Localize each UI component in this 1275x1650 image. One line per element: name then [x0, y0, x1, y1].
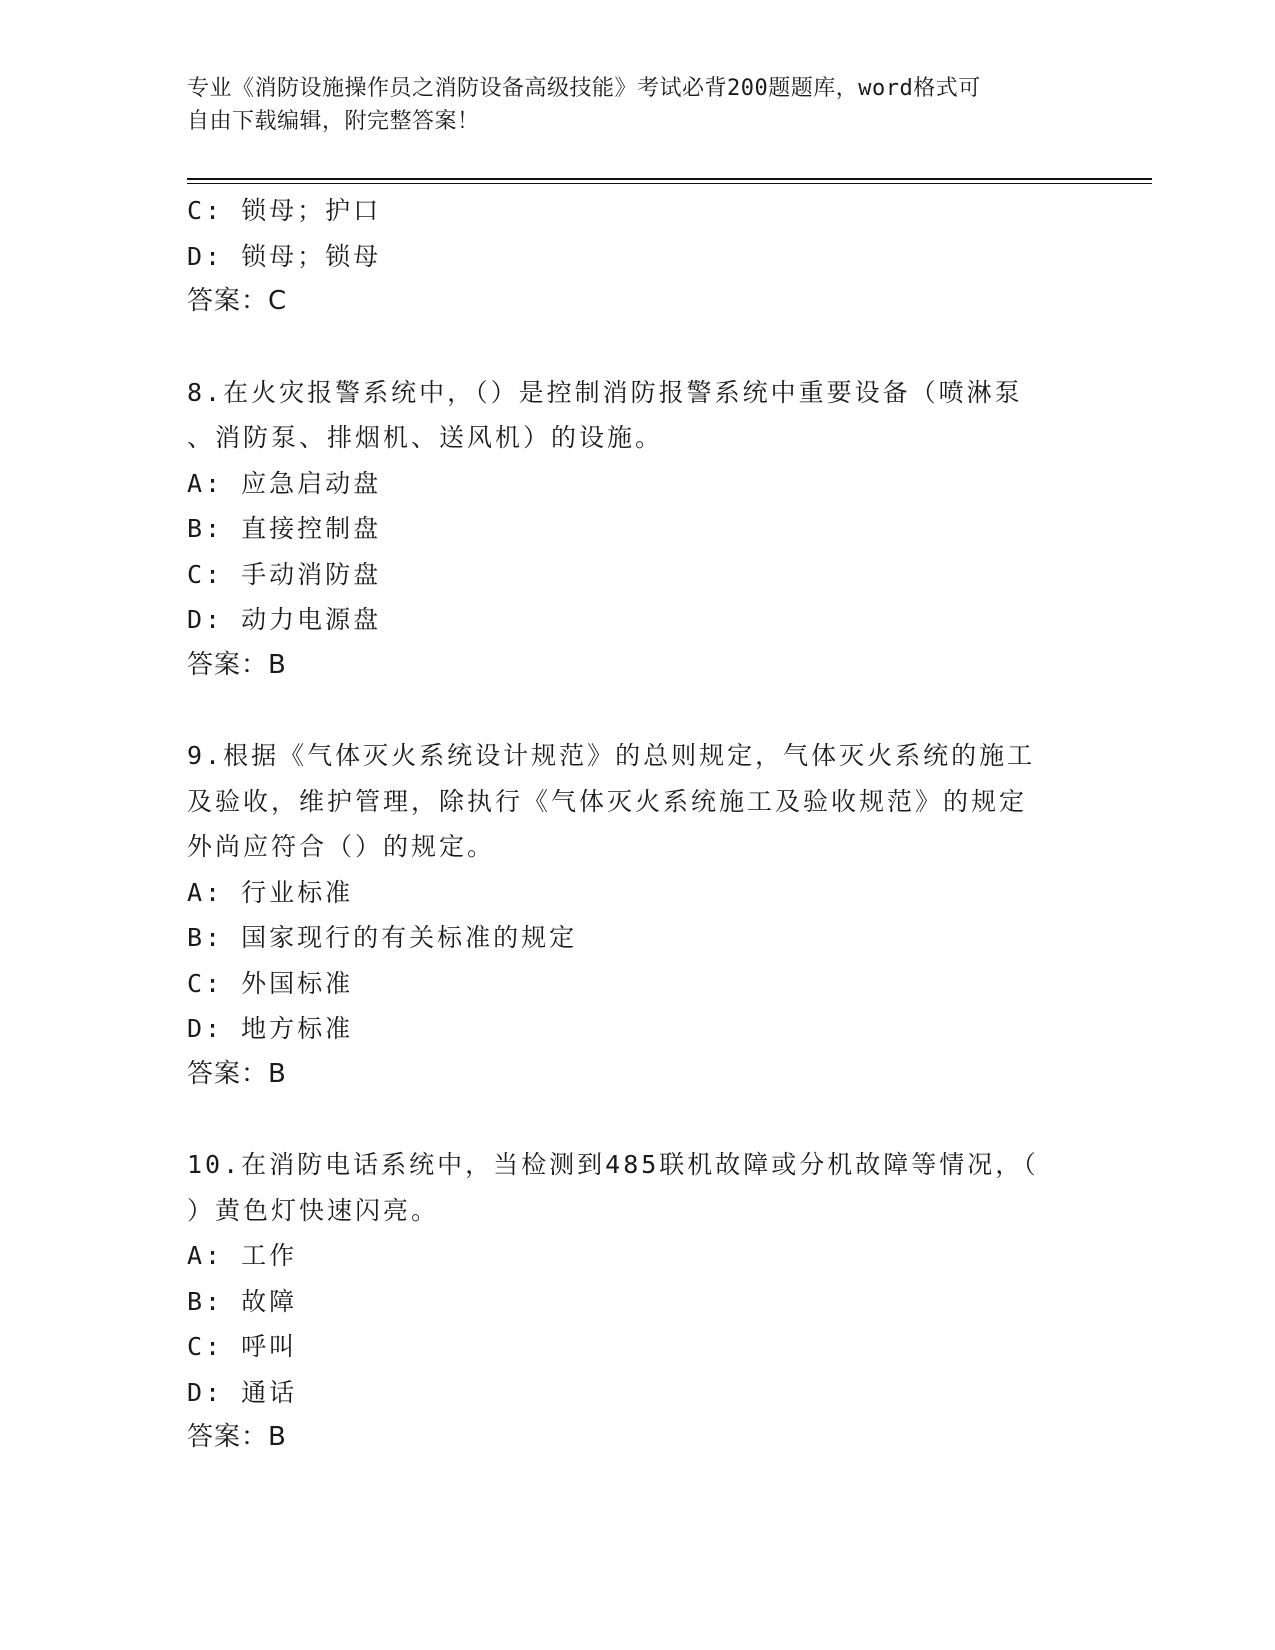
option-a: A: 工作 [187, 1241, 298, 1270]
question-stem-line: 外尚应符合（）的规定。 [187, 832, 496, 861]
question-7-partial [187, 188, 1087, 325]
option-d: D: 地方标准 [187, 1014, 354, 1043]
question-8 [187, 370, 1087, 689]
document-header [187, 72, 1067, 138]
answer-label: 答案：C [187, 286, 288, 316]
option-a: A: 行业标准 [187, 877, 354, 907]
header-line-1: 专业《消防设施操作员之消防设备高级技能》考试必背200题题库，word格式可 [187, 76, 981, 101]
option-d: D: 锁母；锁母 [187, 241, 382, 271]
question-stem-line: 10.在消防电话系统中，当检测到485联机故障或分机故障等情况，（ [187, 1150, 1039, 1179]
question-stem-line: 及验收，维护管理，除执行《气体灭火系统施工及验收规范》的规定 [187, 786, 1028, 816]
question-stem-line: 8.在火灾报警系统中，（）是控制消防报警系统中重要设备（喷淋泵 [187, 377, 1023, 407]
option-c: C: 手动消防盘 [187, 559, 382, 589]
question-stem-line: 、消防泵、排烟机、送风机）的设施。 [187, 423, 664, 452]
answer-label: 答案：B [187, 649, 287, 680]
question-10 [187, 1142, 1087, 1461]
answer-label: 答案：B [187, 1058, 287, 1089]
question-stem-line: 9.根据《气体灭火系统设计规范》的总则规定，气体灭火系统的施工 [187, 741, 1036, 770]
option-a: A: 应急启动盘 [187, 468, 382, 498]
question-stem-line: ）黄色灯快速闪亮。 [187, 1195, 440, 1225]
option-b: B: 国家现行的有关标准的规定 [187, 923, 578, 952]
option-c: C: 锁母；护口 [187, 196, 382, 225]
option-b: B: 直接控制盘 [187, 514, 382, 543]
header-rule-thin [187, 183, 1152, 184]
option-b: B: 故障 [187, 1286, 298, 1316]
option-d: D: 动力电源盘 [187, 605, 382, 634]
answer-label: 答案：B [187, 1422, 287, 1452]
header-line-2: 自由下载编辑，附完整答案！ [187, 109, 480, 134]
header-rule-thick [187, 178, 1152, 180]
option-c: C: 外国标准 [187, 968, 354, 998]
question-9 [187, 733, 1087, 1097]
option-c: C: 呼叫 [187, 1332, 298, 1361]
question-list [187, 188, 1087, 1461]
option-d: D: 通话 [187, 1377, 298, 1407]
